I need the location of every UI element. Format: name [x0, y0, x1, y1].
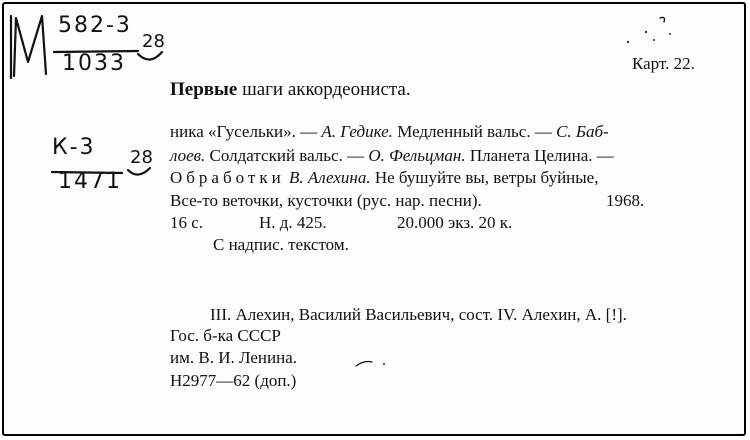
order-code: Н2977—62 (доп.): [170, 371, 297, 390]
library-name: Гос. б-ка СССР: [170, 326, 281, 345]
contents-segment: Все-то веточки, кусточки (рус. нар. песни).: [170, 191, 482, 210]
contents-segment: Солдатский вальс. —: [205, 146, 369, 165]
record-title: [170, 80, 411, 100]
added-entries: III. Алехин, Василий Васильевич, сост. IV. Алехин, А. [!].: [210, 305, 627, 324]
ink-specks: [620, 12, 680, 57]
shelf-mark-2-note: 28: [130, 147, 153, 168]
library-name-2: им. В. И. Ленина.: [170, 348, 298, 367]
contents-segment: Не бушуйте вы, ветры буйные,: [370, 168, 599, 187]
contents-line: [170, 191, 482, 211]
year: 1968.: [606, 191, 645, 210]
shelf-mark-2: К-3: [52, 135, 96, 160]
contents-line: [170, 146, 614, 166]
contents-segment: А. Гедике.: [321, 122, 393, 141]
shelf-mark-2-number: 1471: [58, 169, 122, 194]
shelf-mark-1-number: 1033: [62, 51, 126, 76]
ink-stroke: [354, 356, 394, 375]
contents-line: [170, 122, 609, 142]
title-bold: Первые: [170, 79, 238, 100]
pages: 16 с.: [170, 213, 204, 232]
title-rest: шаги аккордеониста.: [237, 79, 411, 100]
contents-segment: В. Алехина.: [284, 168, 371, 187]
contents-segment: О. Фельцман.: [368, 146, 466, 165]
contents-segment: лоев.: [170, 146, 206, 165]
contents-segment: С. Баб-: [556, 122, 609, 141]
contents-segment: ника «Гусельки». —: [170, 122, 322, 141]
shelf-mark-2-hook: [126, 166, 156, 185]
print-run-price: 20.000 экз. 20 к.: [397, 213, 513, 232]
plate-number: Н. д. 425.: [259, 213, 327, 232]
contents-line: [170, 168, 598, 188]
contents-segment: Обработки: [170, 168, 285, 187]
contents-segment: Медленный вальс. —: [392, 122, 557, 141]
shelf-mark-1: 582-3: [58, 13, 132, 38]
handwritten-m-mark: [8, 10, 56, 85]
note: С надпис. текстом.: [213, 235, 349, 254]
shelf-mark-1-note: 28: [142, 31, 165, 52]
contents-segment: Планета Целина. —: [465, 146, 614, 165]
shelf-mark-1-hook: [136, 50, 166, 69]
card-number: Карт. 22.: [632, 54, 695, 73]
